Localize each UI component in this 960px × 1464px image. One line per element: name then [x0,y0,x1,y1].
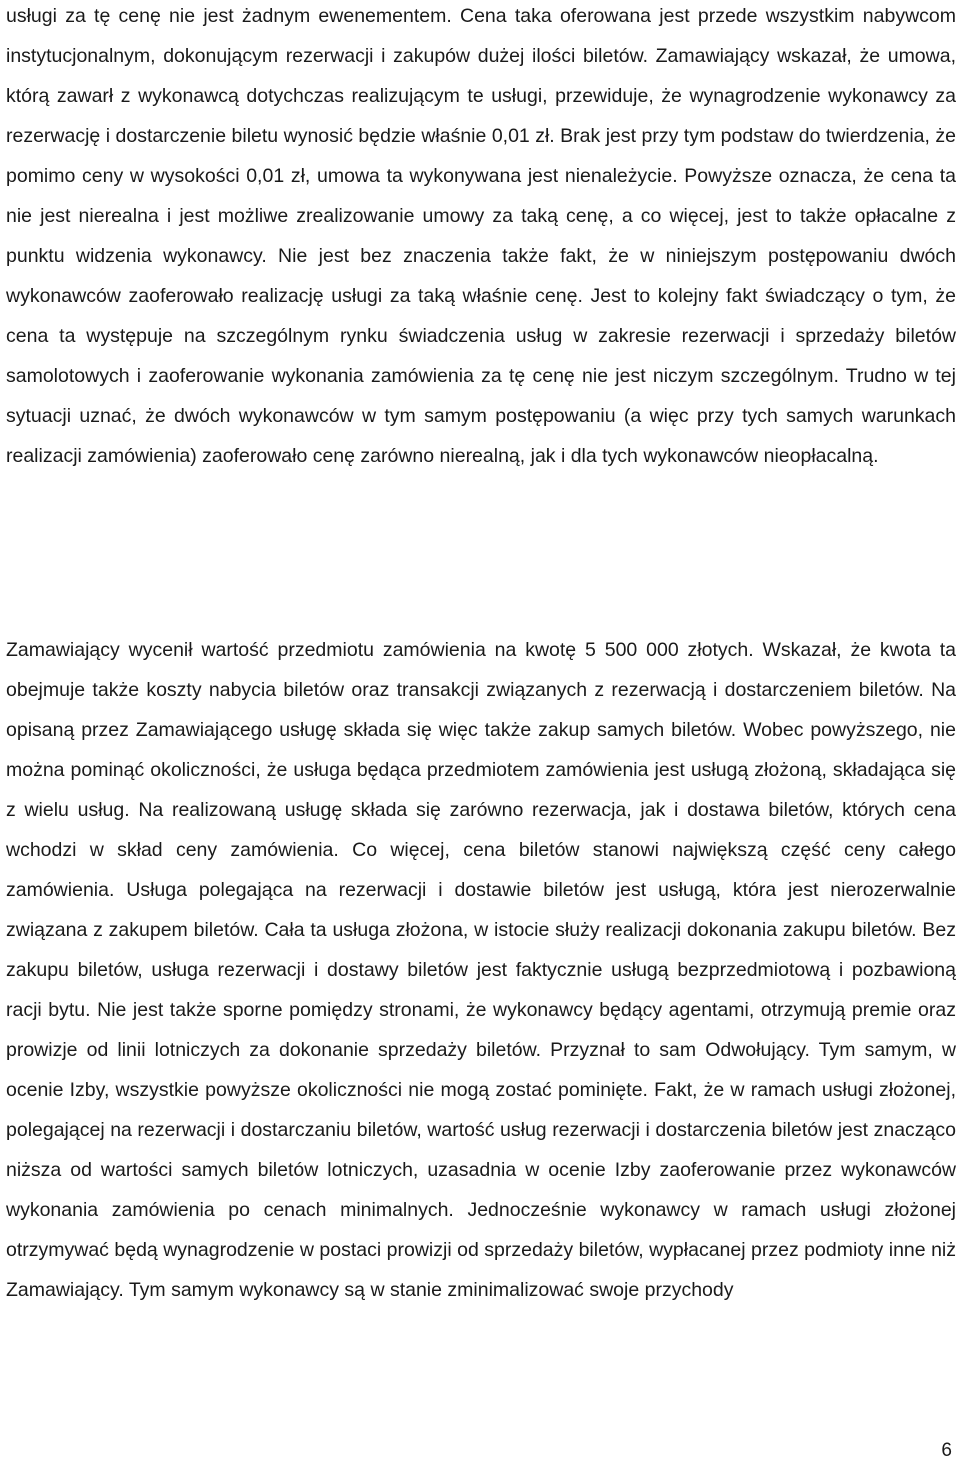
page-number: 6 [941,1440,952,1461]
paragraph-1: usługi za tę cenę nie jest żadnym ewenementem. Cena taka oferowana jest przede wszystkim nabywcom instytucjonalnym, dokonującym rezerwacji i zakupów dużej ilości biletów. Zamawiający wskazał, że umowa, którą zawarł z wykonawcą dotychczas realizującym te usługi, przewiduje, że wynagrodzenie wykonawcy za rezerwację i dostarczenie biletu wynosić będzie właśnie 0,01 zł. Brak jest przy tym podstaw do twierdzenia, że pomimo ceny w wysokości 0,01 zł, umowa ta wykonywana jest nienależycie. Powyższe oznacza, że cena ta nie jest nierealna i jest możliwe zrealizowanie umowy za taką cenę, a co więcej, jest to także opłacalne z punktu widzenia wykonawcy. Nie jest bez znaczenia także fakt, że w niniejszym postępowaniu dwóch wykonawców zaoferowało realizację usługi za taką właśnie cenę. Jest to kolejny fakt świadczący o tym, że cena ta występuje na szczególnym rynku świadczenia usług w zakresie rezerwacji i sprzedaży biletów samolotowych i zaoferowanie wykonania zamówienia za tę cenę nie jest niczym szczególnym. Trudno w tej sytuacji uznać, że dwóch wykonawców w tym samym postępowaniu (a więc przy tych samych warunkach realizacji zamówienia) zaoferowało cenę zarówno nierealną, jak i dla tych wykonawców nieopłacalną. [6,5,956,467]
paragraph-2: Zamawiający wycenił wartość przedmiotu zamówienia na kwotę 5 500 000 złotych. Wskazał, że kwota ta obejmuje także koszty nabycia biletów oraz transakcji związanych z rezerwacją i dostarczeniem biletów. Na opisaną przez Zamawiającego usługę składa się więc także zakup samych biletów. Wobec powyższego, nie można pominąć okoliczności, że usługa będąca przedmiotem zamówienia jest usługą złożoną, składająca się z wielu usług. Na realizowaną usługę składa się zarówno rezerwacja, jak i dostawa biletów, których cena wchodzi w skład ceny zamówienia. Co więcej, cena biletów stanowi największą część ceny całego zamówienia. Usługa polegająca na rezerwacji i dostawie biletów jest usługą, która jest nierozerwalnie związana z zakupem biletów. Cała ta usługa złożona, w istocie służy realizacji dokonania zakupu biletów. Bez zakupu biletów, usługa rezerwacji i dostawy biletów jest faktycznie usługą bezprzedmiotową i pozbawioną racji bytu. Nie jest także sporne pomiędzy stronami, że wykonawcy będący agentami, otrzymują premie oraz prowizje od linii lotniczych za dokonanie sprzedaży biletów. Przyznał to sam Odwołujący. Tym samym, w ocenie Izby, wszystkie powyższe okoliczności nie mogą zostać pominięte. Fakt, że w ramach usługi złożonej, polegającej na rezerwacji i dostarczaniu biletów, wartość usług rezerwacji i dostarczenia biletów jest znacząco niższa od wartości samych biletów lotniczych, uzasadnia w ocenie Izby zaoferowanie przez wykonawców wykonania zamówienia po cenach minimalnych. Jednocześnie wykonawcy w ramach usługi złożonej otrzymywać będą wynagrodzenie w postaci prowizji od sprzedaży biletów, wypłacanej przez podmioty inne niż Zamawiający. Tym samym wykonawcy są w stanie zminimalizować swoje przychody [6,639,956,1301]
